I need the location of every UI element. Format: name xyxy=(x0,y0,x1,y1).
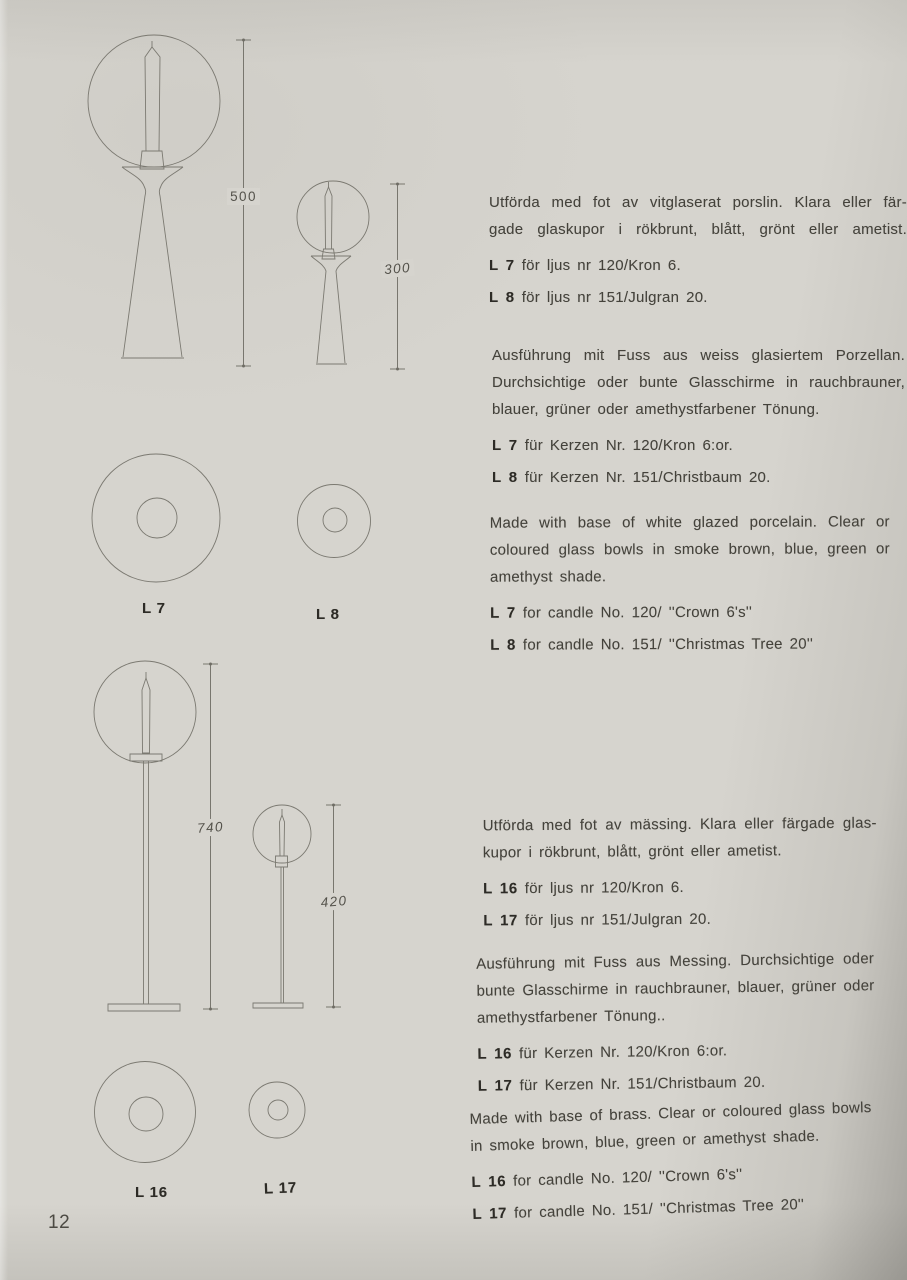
product-code: L 17 xyxy=(477,1077,513,1095)
figure-label-l7: L 7 xyxy=(142,600,166,617)
description-swedish-porcelain xyxy=(489,189,907,314)
l7-base-right xyxy=(159,167,183,357)
product-item-line xyxy=(492,430,905,462)
l17-top-view-drawing xyxy=(248,1081,308,1141)
product-code: L 7 xyxy=(492,437,518,454)
figure-label-l8: L 8 xyxy=(316,606,340,623)
product-item-text: för ljus nr 151/Julgran 20. xyxy=(521,289,708,306)
l8-glass-globe xyxy=(297,181,369,253)
l8-top-view-drawing xyxy=(296,483,373,560)
text-line: Ausführung mit Fuss aus Messing. Durchsichtige oder xyxy=(476,950,875,973)
l16-top-view-drawing xyxy=(93,1060,199,1166)
page-number: 12 xyxy=(48,1212,71,1233)
product-item-text: für Kerzen Nr. 151/Christbaum 20. xyxy=(519,1073,766,1095)
l7-glass-globe xyxy=(88,35,220,167)
text-line: blauer, grüner oder amethystfarbener Tönung. xyxy=(492,401,820,418)
l8-dimension-label: 300 xyxy=(380,259,414,279)
product-code: L 17 xyxy=(472,1204,508,1223)
text-line: bunte Glasschirme in rauchbrauner, blauer, grüner oder xyxy=(476,977,875,1000)
description-english-brass xyxy=(469,1094,875,1231)
product-item-line xyxy=(490,628,890,661)
product-item-line xyxy=(492,462,905,494)
l16-candle-plate xyxy=(130,754,162,761)
product-item-text: für Kerzen Nr. 120/Kron 6:or. xyxy=(518,1042,728,1063)
l7-candle xyxy=(145,47,160,151)
product-item-line xyxy=(483,871,877,906)
text-line: Utförda med fot av mässing. Klara eller färgade glas- xyxy=(482,814,877,835)
l8-candle-cup xyxy=(322,249,335,259)
description-swedish-brass xyxy=(483,810,878,938)
product-code: L 8 xyxy=(489,289,515,306)
figure-label-l17: L 17 xyxy=(263,1179,298,1198)
description-german-brass xyxy=(476,945,876,1103)
product-item-text: für Kerzen Nr. 120/Kron 6:or. xyxy=(524,437,733,454)
text-line: Utförda med fot av vitglaserat porslin. Klara eller fär- xyxy=(489,194,907,211)
l17-side-view-drawing xyxy=(250,800,318,1012)
product-code: L 16 xyxy=(477,1045,513,1063)
l17-dimension-label: 420 xyxy=(316,892,351,912)
product-item-line xyxy=(483,903,877,938)
product-code: L 8 xyxy=(490,636,516,654)
product-item-line xyxy=(489,250,907,282)
l7-top-view-drawing xyxy=(90,452,222,584)
product-code: L 16 xyxy=(471,1172,507,1191)
product-item-text: für Kerzen Nr. 151/Christbaum 20. xyxy=(524,469,771,486)
l7-dimension-label: 500 xyxy=(227,188,260,205)
text-line: amethystfarbener Tönung.. xyxy=(476,1007,666,1027)
l16-candle xyxy=(142,678,150,753)
product-item-line xyxy=(490,596,890,629)
l8-candle xyxy=(325,187,332,249)
product-item-text: for candle No. 120/ ''Crown 6's'' xyxy=(522,603,753,622)
l8-base-left xyxy=(311,256,326,363)
product-item-text: for candle No. 120/ ''Crown 6's'' xyxy=(512,1165,743,1190)
l7-base-left xyxy=(122,167,146,357)
text-line: gade glaskupor i rökbrunt, blått, grönt eller ametist. xyxy=(489,221,907,238)
text-line: Made with base of brass. Clear or coloured glass bowls xyxy=(469,1099,872,1128)
product-code: L 17 xyxy=(483,912,519,930)
text-line: Ausführung mit Fuss aus weiss glasiertem Porzellan. xyxy=(492,347,905,364)
product-item-text: for candle No. 151/ ''Christmas Tree 20'' xyxy=(513,1196,805,1222)
l16-base-plate xyxy=(108,1004,180,1011)
description-english-porcelain xyxy=(490,508,891,661)
description-german-porcelain xyxy=(492,342,905,494)
l16-side-view-drawing xyxy=(90,657,202,1015)
text-line: coloured glass bowls in smoke brown, blue, green or xyxy=(489,540,890,559)
l16-glass-globe xyxy=(94,661,196,763)
text-line: Durchsichtige oder bunte Glasschirme in rauchbrauner, xyxy=(492,374,905,391)
product-code: L 8 xyxy=(492,469,518,486)
l16-dimension-label: 740 xyxy=(193,818,227,837)
text-line: kupor i rökbrunt, blått, grönt eller ametist. xyxy=(482,842,782,862)
product-item-text: for candle No. 151/ ''Christmas Tree 20'' xyxy=(522,635,814,654)
text-line: amethyst shade. xyxy=(489,568,607,586)
l7-side-view-drawing xyxy=(85,30,230,370)
product-item-text: för ljus nr 120/Kron 6. xyxy=(521,257,681,274)
text-line: in smoke brown, blue, green or amethyst shade. xyxy=(470,1127,820,1155)
l17-candle-holder xyxy=(276,856,288,867)
product-code: L 16 xyxy=(483,880,518,898)
l17-base-plate xyxy=(253,1003,303,1008)
product-item-line xyxy=(489,282,907,314)
product-item-text: för ljus nr 151/Julgran 20. xyxy=(524,910,712,930)
figure-label-l16: L 16 xyxy=(135,1184,168,1201)
product-code: L 7 xyxy=(490,604,516,622)
text-line: Made with base of white glazed porcelain. Clear or xyxy=(489,513,890,532)
l8-base-right xyxy=(336,256,351,363)
product-item-text: för ljus nr 120/Kron 6. xyxy=(524,878,684,898)
product-code: L 7 xyxy=(489,257,515,274)
l17-candle xyxy=(280,815,285,856)
